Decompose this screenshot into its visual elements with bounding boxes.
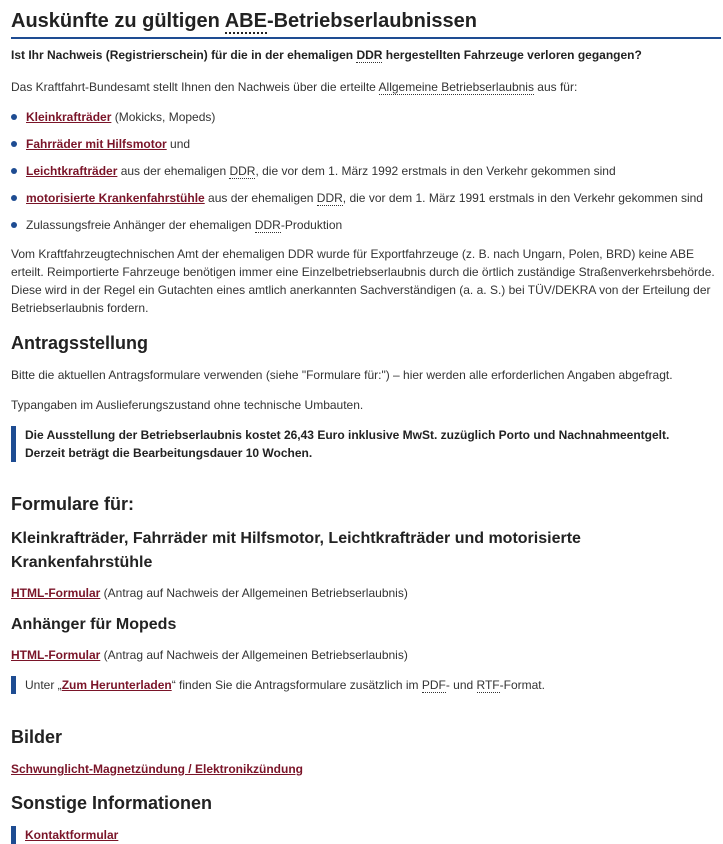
contact-row <box>11 826 715 844</box>
antrag-text-1: Bitte die aktuellen Antragsformulare verwenden (siehe "Formulare für:") – hier werden alle erforderlichen Angaben abgefragt. <box>11 368 673 382</box>
html-form-link-2[interactable]: HTML-Formular <box>11 648 101 662</box>
list-item: motorisierte Krankenfahrstühle aus der ehemaligen DDR, die vor dem 1. März 1991 erstmals in den Verkehr gekommen sind <box>11 189 703 207</box>
link-leichtkraftraeder[interactable]: Leichtkrafträder <box>26 164 118 178</box>
antrag-text-2: Typangaben im Auslieferungszustand ohne technische Umbauten. <box>11 398 364 412</box>
bilder-row <box>11 760 721 778</box>
bullet-icon <box>11 195 17 201</box>
html-form-link-1[interactable]: HTML-Formular <box>11 586 101 600</box>
page-title: Auskünfte zu gültigen ABE-Betriebserlaubnissen <box>11 8 721 39</box>
abbr-pdf: PDF <box>421 678 446 692</box>
contact-form-link[interactable]: Kontaktformular <box>25 828 119 842</box>
bullet-icon <box>11 168 17 174</box>
fee-notice <box>11 426 715 462</box>
list-item: Kleinkrafträder (Mokicks, Mopeds) <box>11 108 215 126</box>
heading-antragsstellung: Antragsstellung <box>11 333 149 353</box>
abbr-rtf: RTF <box>476 678 500 692</box>
abbr-abe-full: Allgemeine Betriebserlaubnis <box>378 80 534 94</box>
bullet-icon <box>11 222 17 228</box>
download-link[interactable]: Zum Herunterladen <box>61 678 172 692</box>
abbr-ddr: DDR <box>254 218 281 232</box>
link-krankenfahrstuehle[interactable]: motorisierte Krankenfahrstühle <box>26 191 205 205</box>
abbr-ddr: DDR <box>356 48 383 62</box>
subheading-anhaenger: Anhänger für Mopeds <box>11 616 177 633</box>
list-item: Fahrräder mit Hilfsmotor und <box>11 135 190 153</box>
zuendung-images-link[interactable]: Schwunglicht-Magnetzündung / Elektronikzündung <box>11 762 303 776</box>
abbr-ddr: DDR <box>229 164 256 178</box>
abbr-abe: ABE <box>224 10 267 32</box>
heading-bilder: Bilder <box>11 727 63 747</box>
list-item: Leichtkrafträder aus der ehemaligen DDR, die vor dem 1. März 1992 erstmals in den Verkehr gekommen sind <box>11 162 616 180</box>
link-kleinkraftraeder[interactable]: Kleinkrafträder <box>26 110 112 124</box>
subheading-kraftraeder: Kleinkrafträder, Fahrräder mit Hilfsmotor, Leichtkrafträder und motorisierte Krankenfahrstühle <box>11 530 581 571</box>
duration-notice-line: Derzeit beträgt die Bearbeitungsdauer 10 Wochen. <box>25 446 313 460</box>
intro-text: Das Kraftfahrt-Bundesamt stellt Ihnen den Nachweis über die erteilte Allgemeine Betriebserlaubnis aus für: <box>11 80 578 94</box>
abbr-ddr: DDR <box>316 191 343 205</box>
heading-sonstige: Sonstige Informationen <box>11 793 213 813</box>
download-notice: Unter „Zum Herunterladen“ finden Sie die Antragsformulare zusätzlich im PDF- und RTF-Format. <box>11 676 715 694</box>
list-item: Zulassungsfreie Anhänger der ehemaligen DDR-Produktion <box>11 216 342 234</box>
bullet-icon <box>11 114 17 120</box>
heading-formulare: Formulare für: <box>11 494 135 514</box>
export-paragraph: Vom Kraftfahrzeugtechnischen Amt der ehemaligen DDR wurde für Exportfahrzeuge (z. B. nach Ungarn, Polen, BRD) keine ABE erteilt. Reimportierte Fahrzeuge benötigen immer eine Einzelbetriebserlaubnis durch die örtlich zuständige Straßenverkehrsbehörde. Diese wird in der Regel ein Gutachten eines amtlich anerkannten Sachverständigen (a. a. S.) bei TÜV/DEKRA von der Erteilung der Betriebserlaubnis fordern. <box>11 247 715 315</box>
fee-notice-line: Die Ausstellung der Betriebserlaubnis kostet 26,43 Euro inklusive MwSt. zuzüglich Porto und Nachnahmeentgelt. <box>25 428 670 442</box>
form2-row: HTML-Formular (Antrag auf Nachweis der Allgemeinen Betriebserlaubnis) <box>11 648 408 662</box>
intro-question: Ist Ihr Nachweis (Registrierschein) für die in der ehemaligen DDR hergestellten Fahrzeuge verloren gegangen? <box>11 48 642 62</box>
form1-row: HTML-Formular (Antrag auf Nachweis der Allgemeinen Betriebserlaubnis) <box>11 586 408 600</box>
bullet-icon <box>11 141 17 147</box>
link-fahrraeder-hilfsmotor[interactable]: Fahrräder mit Hilfsmotor <box>26 137 167 151</box>
